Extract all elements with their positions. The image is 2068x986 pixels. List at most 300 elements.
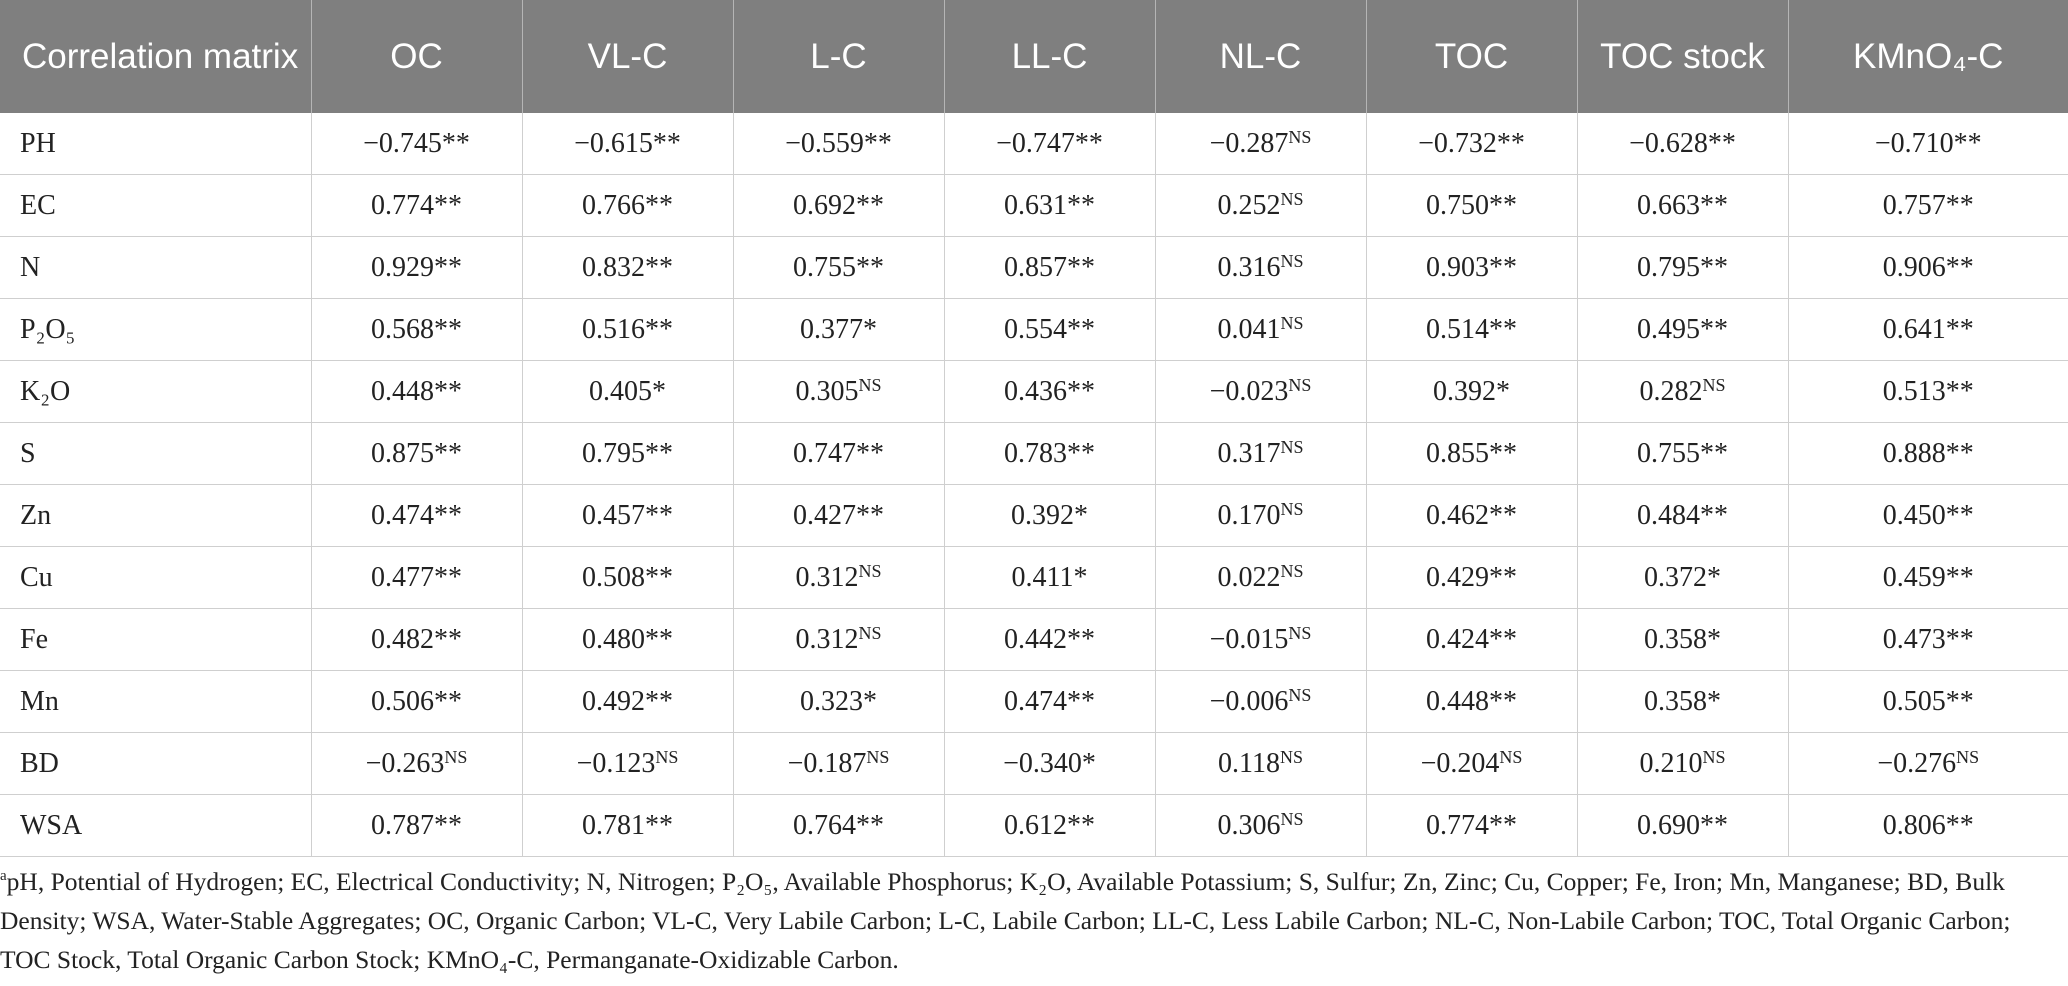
significance-marker: ** [434, 375, 462, 407]
correlation-value: 0.317 [1217, 437, 1281, 469]
correlation-cell [1366, 547, 1577, 609]
significance-marker: ** [645, 437, 673, 469]
correlation-cell [1577, 795, 1788, 857]
correlation-value: 0.316 [1217, 251, 1281, 283]
significance-marker: ** [856, 189, 884, 221]
correlation-value: 0.513 [1882, 375, 1946, 407]
significance-marker: * [1073, 561, 1088, 593]
significance-marker: ** [645, 251, 673, 283]
correlation-value: 0.506 [371, 685, 434, 717]
correlation-cell [522, 361, 733, 423]
correlation-value: 0.516 [582, 313, 645, 345]
row-label: Fe [0, 609, 311, 671]
correlation-value: 0.795 [582, 437, 645, 469]
table-row [0, 733, 2068, 795]
correlation-cell [311, 175, 522, 237]
correlation-value: 0.457 [582, 499, 645, 531]
correlation-value: 0.795 [1637, 251, 1700, 283]
correlation-cell [311, 671, 522, 733]
correlation-value: 0.903 [1426, 251, 1489, 283]
correlation-value: 0.757 [1882, 189, 1946, 221]
correlation-value: 0.462 [1426, 499, 1489, 531]
significance-marker: ** [434, 809, 462, 841]
correlation-value: 0.495 [1637, 313, 1700, 345]
row-label: K₂O [0, 361, 311, 423]
correlation-cell [733, 361, 944, 423]
correlation-value: −0.187 [787, 747, 867, 779]
correlation-value: 0.436 [1004, 375, 1067, 407]
significance-marker: NS [1280, 808, 1304, 829]
correlation-cell [733, 795, 944, 857]
correlation-cell [1788, 361, 2068, 423]
correlation-value: 0.459 [1882, 561, 1946, 593]
correlation-value: 0.755 [1637, 437, 1700, 469]
significance-marker: * [863, 313, 877, 345]
correlation-cell [1577, 671, 1788, 733]
correlation-value: −0.732 [1418, 127, 1497, 159]
significance-marker: ** [1489, 437, 1517, 469]
correlation-value: 0.929 [371, 251, 434, 283]
significance-marker: ** [1945, 561, 1974, 593]
significance-marker: NS [1499, 746, 1523, 767]
correlation-value: 0.806 [1882, 809, 1946, 841]
correlation-cell [1155, 175, 1366, 237]
correlation-value: 0.857 [1004, 251, 1067, 283]
row-label: EC [0, 175, 311, 237]
correlation-value: −0.747 [996, 127, 1075, 159]
correlation-cell [522, 423, 733, 485]
correlation-cell [1155, 671, 1366, 733]
significance-marker: ** [1067, 623, 1095, 655]
significance-marker: NS [858, 560, 882, 581]
correlation-value: 0.473 [1882, 623, 1946, 655]
correlation-cell [1155, 609, 1366, 671]
table-body [0, 113, 2068, 857]
correlation-value: 0.448 [371, 375, 434, 407]
correlation-cell [522, 795, 733, 857]
correlation-value: 0.118 [1218, 747, 1280, 779]
significance-marker: ** [1489, 623, 1517, 655]
row-label: S [0, 423, 311, 485]
correlation-cell [944, 547, 1155, 609]
correlation-cell [1366, 113, 1577, 175]
header-ll-c: LL-C [944, 0, 1155, 113]
significance-marker: ** [441, 127, 470, 159]
significance-marker: ** [1945, 809, 1974, 841]
significance-marker: ** [1700, 809, 1728, 841]
significance-marker: ** [645, 623, 673, 655]
correlation-cell [733, 237, 944, 299]
correlation-cell [311, 547, 522, 609]
correlation-cell [1577, 299, 1788, 361]
table-row [0, 423, 2068, 485]
correlation-cell [311, 299, 522, 361]
correlation-cell [1788, 237, 2068, 299]
correlation-value: 0.442 [1004, 623, 1067, 655]
correlation-value: 0.692 [793, 189, 856, 221]
table-row [0, 237, 2068, 299]
correlation-cell [522, 113, 733, 175]
correlation-cell [944, 795, 1155, 857]
correlation-cell [311, 795, 522, 857]
table-row [0, 175, 2068, 237]
significance-marker: NS [1280, 250, 1304, 271]
correlation-value: 0.210 [1639, 747, 1703, 779]
significance-marker: ** [434, 623, 462, 655]
header-correlation-matrix: Correlation matrix [0, 0, 311, 113]
significance-marker: ** [1489, 685, 1517, 717]
significance-marker: ** [1707, 127, 1736, 159]
footnote-text: pH, Potential of Hydrogen; EC, Electrical Conductivity; N, Nitrogen; P₂O₅, Available Phosphorus; K₂O, Available Potassium; S, Sulfur; Zn, Zinc; Cu, Copper; Fe, Iron; Mn, Manganese; BD, Bulk Density; WSA, Water-Stable Aggregates; OC, Organic Carbon; VL-C, Very Labile Carbon; L-C, Labile Carbon; LL-C, Less Labile Carbon; NL-C, Non-Labile Carbon; TOC, Total Organic Carbon; TOC Stock, Total Organic Carbon Stock; KMnO₄-C, Permanganate-Oxidizable Carbon. [0, 867, 2011, 974]
correlation-cell [311, 423, 522, 485]
correlation-value: 0.774 [371, 189, 434, 221]
correlation-value: 0.323 [800, 685, 863, 717]
significance-marker: * [1074, 499, 1088, 531]
correlation-value: −0.006 [1209, 685, 1289, 717]
significance-marker: ** [1945, 437, 1974, 469]
correlation-value: −0.340 [1003, 747, 1082, 779]
correlation-value: 0.252 [1217, 189, 1281, 221]
significance-marker: ** [1489, 499, 1517, 531]
correlation-cell [311, 237, 522, 299]
significance-marker: ** [1700, 251, 1728, 283]
significance-marker: NS [1956, 746, 1980, 767]
significance-marker: NS [1288, 684, 1312, 705]
significance-marker: * [863, 685, 877, 717]
correlation-cell [522, 733, 733, 795]
correlation-value: 0.022 [1217, 561, 1281, 593]
significance-marker: * [1707, 685, 1721, 717]
table-row [0, 361, 2068, 423]
header-toc: TOC [1366, 0, 1577, 113]
correlation-cell [1788, 671, 2068, 733]
significance-marker: NS [858, 622, 882, 643]
table-row [0, 795, 2068, 857]
correlation-cell [311, 113, 522, 175]
significance-marker: ** [1067, 189, 1095, 221]
correlation-value: 0.306 [1217, 809, 1281, 841]
correlation-value: 0.508 [582, 561, 645, 593]
correlation-value: 0.612 [1004, 809, 1067, 841]
row-label: Cu [0, 547, 311, 609]
correlation-cell [1366, 299, 1577, 361]
row-label: Zn [0, 485, 311, 547]
correlation-value: 0.906 [1882, 251, 1946, 283]
significance-marker: ** [645, 561, 673, 593]
correlation-cell [733, 733, 944, 795]
correlation-value: −0.615 [574, 127, 653, 159]
correlation-cell [733, 671, 944, 733]
correlation-cell [1366, 733, 1577, 795]
table-row [0, 609, 2068, 671]
correlation-cell [311, 609, 522, 671]
header-l-c: L-C [733, 0, 944, 113]
correlation-value: 0.690 [1637, 809, 1700, 841]
significance-marker: ** [1489, 189, 1517, 221]
significance-marker: ** [1945, 499, 1974, 531]
row-label: Mn [0, 671, 311, 733]
correlation-value: 0.764 [793, 809, 856, 841]
correlation-value: 0.747 [793, 437, 856, 469]
correlation-value: 0.477 [371, 561, 434, 593]
header-vl-c: VL-C [522, 0, 733, 113]
correlation-cell [944, 299, 1155, 361]
significance-marker: ** [645, 189, 673, 221]
table-row [0, 547, 2068, 609]
correlation-cell [944, 237, 1155, 299]
correlation-value: 0.554 [1004, 313, 1067, 345]
correlation-cell [733, 609, 944, 671]
correlation-cell [1788, 733, 2068, 795]
correlation-cell [1788, 485, 2068, 547]
correlation-value: 0.783 [1004, 437, 1067, 469]
significance-marker: NS [1280, 312, 1304, 333]
significance-marker: ** [434, 313, 462, 345]
correlation-value: 0.312 [795, 561, 859, 593]
correlation-cell [733, 299, 944, 361]
correlation-cell [1366, 795, 1577, 857]
significance-marker: ** [1067, 251, 1095, 283]
correlation-cell [311, 733, 522, 795]
correlation-value: −0.710 [1874, 127, 1954, 159]
correlation-cell [1577, 423, 1788, 485]
significance-marker: ** [1489, 561, 1517, 593]
significance-marker: ** [1700, 313, 1728, 345]
correlation-cell [522, 671, 733, 733]
correlation-cell [522, 175, 733, 237]
correlation-cell [311, 361, 522, 423]
significance-marker: NS [1279, 746, 1303, 767]
correlation-cell [1155, 237, 1366, 299]
row-label: P₂O₅ [0, 299, 311, 361]
correlation-value: 0.358 [1644, 685, 1707, 717]
significance-marker: ** [856, 251, 884, 283]
correlation-cell [1366, 237, 1577, 299]
significance-marker: ** [434, 685, 462, 717]
correlation-value: 0.875 [371, 437, 434, 469]
correlation-cell [1788, 299, 2068, 361]
table-header [0, 0, 2068, 113]
header-kmno4-c: KMnO₄-C [1788, 0, 2068, 113]
correlation-value: −0.204 [1420, 747, 1500, 779]
significance-marker: NS [444, 746, 468, 767]
correlation-value: 0.755 [793, 251, 856, 283]
significance-marker: NS [1702, 746, 1726, 767]
correlation-cell [1366, 609, 1577, 671]
significance-marker: ** [1489, 809, 1517, 841]
correlation-value: 0.424 [1426, 623, 1489, 655]
correlation-value: 0.405 [589, 375, 652, 407]
correlation-cell [522, 237, 733, 299]
significance-marker: * [1081, 747, 1096, 779]
significance-marker: ** [434, 437, 462, 469]
significance-marker: ** [1945, 251, 1974, 283]
correlation-cell [1577, 175, 1788, 237]
correlation-cell [944, 175, 1155, 237]
significance-marker: NS [1288, 622, 1312, 643]
correlation-cell [944, 113, 1155, 175]
significance-marker: ** [645, 685, 673, 717]
correlation-value: 0.358 [1644, 623, 1707, 655]
header-toc-stock: TOC stock [1577, 0, 1788, 113]
correlation-cell [1366, 423, 1577, 485]
row-label: PH [0, 113, 311, 175]
correlation-cell [1577, 733, 1788, 795]
correlation-cell [1155, 795, 1366, 857]
correlation-cell [1788, 547, 2068, 609]
correlation-value: 0.641 [1882, 313, 1946, 345]
correlation-cell [1577, 113, 1788, 175]
correlation-value: 0.774 [1426, 809, 1489, 841]
correlation-value: −0.263 [365, 747, 445, 779]
row-label: BD [0, 733, 311, 795]
significance-marker: ** [1945, 623, 1974, 655]
significance-marker: NS [1280, 436, 1304, 457]
header-row [0, 0, 2068, 113]
significance-marker: NS [858, 374, 882, 395]
correlation-value: 0.781 [582, 809, 645, 841]
correlation-cell [522, 609, 733, 671]
correlation-value: 0.305 [795, 375, 859, 407]
correlation-value: 0.411 [1011, 561, 1074, 593]
correlation-cell [522, 299, 733, 361]
correlation-cell [944, 733, 1155, 795]
significance-marker: ** [1496, 127, 1525, 159]
correlation-value: 0.448 [1426, 685, 1489, 717]
correlation-cell [1155, 423, 1366, 485]
correlation-value: 0.312 [795, 623, 859, 655]
correlation-cell [944, 361, 1155, 423]
correlation-cell [733, 485, 944, 547]
correlation-value: 0.492 [582, 685, 645, 717]
row-label: N [0, 237, 311, 299]
correlation-value: 0.750 [1426, 189, 1489, 221]
correlation-value: 0.855 [1426, 437, 1489, 469]
correlation-cell [944, 671, 1155, 733]
significance-marker: ** [1489, 251, 1517, 283]
correlation-value: 0.480 [582, 623, 645, 655]
correlation-value: −0.023 [1209, 375, 1289, 407]
correlation-value: 0.474 [371, 499, 434, 531]
significance-marker: ** [434, 189, 462, 221]
correlation-cell [1366, 361, 1577, 423]
correlation-value: 0.514 [1426, 313, 1489, 345]
correlation-value: 0.766 [582, 189, 645, 221]
correlation-cell [1577, 237, 1788, 299]
significance-marker: * [1707, 623, 1721, 655]
significance-marker: ** [434, 561, 462, 593]
correlation-value: −0.123 [576, 747, 656, 779]
table-row [0, 485, 2068, 547]
correlation-cell [733, 175, 944, 237]
significance-marker: NS [1280, 188, 1304, 209]
significance-marker: ** [1945, 375, 1974, 407]
table-row [0, 671, 2068, 733]
header-nl-c: NL-C [1155, 0, 1366, 113]
correlation-cell [944, 485, 1155, 547]
significance-marker: ** [1067, 685, 1095, 717]
significance-marker: NS [866, 746, 890, 767]
correlation-value: 0.392 [1433, 375, 1496, 407]
significance-marker: ** [645, 499, 673, 531]
significance-marker: ** [1945, 685, 1974, 717]
correlation-cell [1155, 485, 1366, 547]
correlation-cell [1577, 547, 1788, 609]
correlation-cell [733, 423, 944, 485]
significance-marker: ** [1067, 313, 1095, 345]
correlation-value: 0.888 [1882, 437, 1946, 469]
correlation-value: −0.015 [1209, 623, 1289, 655]
correlation-value: 0.787 [371, 809, 434, 841]
significance-marker: NS [1280, 560, 1304, 581]
correlation-value: −0.628 [1629, 127, 1708, 159]
table-footnote [0, 862, 2060, 979]
correlation-value: 0.663 [1637, 189, 1700, 221]
significance-marker: ** [856, 499, 884, 531]
correlation-value: 0.482 [371, 623, 434, 655]
correlation-value: 0.429 [1426, 561, 1489, 593]
correlation-value: 0.392 [1011, 499, 1074, 531]
correlation-value: 0.832 [582, 251, 645, 283]
significance-marker: ** [1700, 499, 1728, 531]
significance-marker: ** [434, 251, 462, 283]
correlation-value: 0.372 [1644, 561, 1707, 593]
significance-marker: ** [1489, 313, 1517, 345]
correlation-value: 0.631 [1004, 189, 1067, 221]
correlation-cell [522, 547, 733, 609]
correlation-cell [1577, 361, 1788, 423]
significance-marker: NS [1288, 374, 1312, 395]
correlation-value: 0.041 [1217, 313, 1281, 345]
correlation-cell [1155, 113, 1366, 175]
significance-marker: ** [1074, 127, 1103, 159]
correlation-value: −0.287 [1209, 127, 1289, 159]
correlation-cell [1788, 175, 2068, 237]
significance-marker: ** [645, 809, 673, 841]
correlation-cell [1155, 361, 1366, 423]
significance-marker: NS [1280, 498, 1304, 519]
table-row [0, 299, 2068, 361]
table-row [0, 113, 2068, 175]
significance-marker: ** [856, 809, 884, 841]
significance-marker: ** [1700, 189, 1728, 221]
correlation-cell [522, 485, 733, 547]
significance-marker: ** [1953, 127, 1982, 159]
significance-marker: ** [856, 437, 884, 469]
correlation-value: 0.568 [371, 313, 434, 345]
significance-marker: ** [1067, 809, 1095, 841]
significance-marker: ** [1067, 375, 1095, 407]
correlation-value: −0.559 [785, 127, 864, 159]
significance-marker: ** [863, 127, 892, 159]
correlation-cell [1788, 423, 2068, 485]
correlation-cell [1155, 299, 1366, 361]
correlation-cell [1788, 795, 2068, 857]
significance-marker: * [1707, 561, 1721, 593]
correlation-value: 0.505 [1882, 685, 1946, 717]
header-oc: OC [311, 0, 522, 113]
significance-marker: ** [1945, 313, 1974, 345]
correlation-cell [1366, 175, 1577, 237]
significance-marker: NS [1288, 126, 1312, 147]
correlation-cell [311, 485, 522, 547]
correlation-cell [1788, 113, 2068, 175]
correlation-value: 0.484 [1637, 499, 1700, 531]
correlation-value: 0.474 [1004, 685, 1067, 717]
significance-marker: * [1496, 375, 1510, 407]
correlation-cell [1366, 671, 1577, 733]
correlation-cell [944, 609, 1155, 671]
